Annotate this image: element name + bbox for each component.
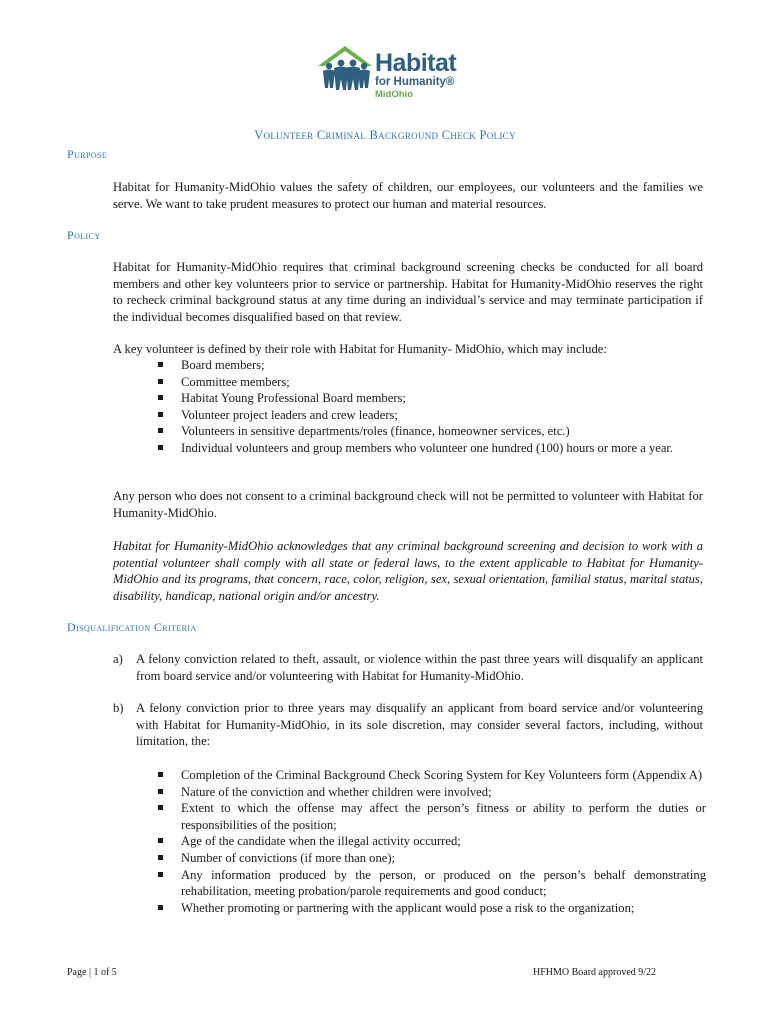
policy-compliance-statement: Habitat for Humanity-MidOhio acknowledges that any criminal background screening and decision to work with a potential volunteer shall comply with all state or federal laws, to the extent applicable to Habitat for Humanity-MidOhio and its programs, that concern, race, color, religion, sex, sexual orientation, familial status, marital status, disability, handicap, national origin and/or ancestry.	[113, 539, 703, 603]
purpose-text: Habitat for Humanity-MidOhio values the safety of children, our employees, our volunteers and the families we serve. We want to take prudent measures to protect our human and material resources.	[113, 180, 703, 211]
list-item: Volunteer project leaders and crew leaders;	[158, 407, 706, 424]
bullet-square-icon	[158, 362, 163, 367]
bullet-square-icon	[158, 445, 163, 450]
list-item: Number of convictions (if more than one);	[158, 850, 706, 867]
habitat-logo	[316, 44, 466, 108]
bullet-square-icon	[158, 805, 163, 810]
document-title: Volunteer Criminal Background Check Policy	[254, 128, 516, 142]
policy-paragraph-3: Any person who does not consent to a criminal background check will not be permitted to volunteer with Habitat for Humanity-MidOhio.	[113, 489, 703, 520]
list-marker: b)	[113, 701, 124, 715]
list-item: Habitat Young Professional Board members;	[158, 390, 706, 407]
policy-paragraph-1: Habitat for Humanity-MidOhio requires that criminal background screening checks be conducted for all board members and other key volunteers prior to service or partnership. Habitat for Humanity-MidOhio reserves the right to recheck criminal background status at any time during an individual’s service and may terminate participation if the individual becomes disqualified based on that review.	[113, 260, 703, 324]
list-marker: a)	[113, 652, 123, 666]
list-item: Age of the candidate when the illegal activity occurred;	[158, 833, 706, 850]
disqualification-heading: Disqualification Criteria	[67, 620, 197, 634]
list-item: Individual volunteers and group members who volunteer one hundred (100) hours or more a year.	[158, 440, 706, 457]
logo-humanity-text: for Humanity®	[375, 76, 455, 88]
bullet-square-icon	[158, 905, 163, 910]
logo-habitat-text: Habitat	[375, 49, 457, 77]
bullet-square-icon	[158, 379, 163, 384]
bullet-square-icon	[158, 412, 163, 417]
bullet-square-icon	[158, 789, 163, 794]
policy-paragraph-2: A key volunteer is defined by their role with Habitat for Humanity- MidOhio, which may include:	[113, 342, 607, 356]
bullet-square-icon	[158, 395, 163, 400]
criteria-text: A felony conviction related to theft, assault, or violence within the past three years will disqualify an applicant from board service and/or volunteering with Habitat for Humanity-MidOhio.	[136, 652, 703, 683]
policy-heading: Policy	[67, 228, 101, 242]
bullet-square-icon	[158, 855, 163, 860]
list-item: Extent to which the offense may affect the person’s fitness or ability to perform the duties or responsibilities of the position;	[158, 800, 706, 833]
bullet-square-icon	[158, 838, 163, 843]
logo-wordmark	[375, 50, 456, 101]
list-item: Whether promoting or partnering with the applicant would pose a risk to the organization;	[158, 900, 706, 917]
list-item: Volunteers in sensitive departments/roles (finance, homeowner services, etc.)	[158, 423, 706, 440]
page-number: Page | 1 of 5	[67, 967, 117, 978]
list-item: Committee members;	[158, 374, 706, 391]
criteria-text: A felony conviction prior to three years may disqualify an applicant from board service and/or volunteering with Habitat for Humanity-MidOhio, in its sole discretion, may consider several factors, including, without limitation, the:	[136, 701, 703, 749]
list-item: Board members;	[158, 357, 706, 374]
list-item: Completion of the Criminal Background Check Scoring System for Key Volunteers form (Appendix A)	[158, 767, 706, 784]
list-item: Any information produced by the person, or produced on the person’s behalf demonstrating rehabilitation, meeting probation/parole requirements and good conduct;	[158, 867, 706, 900]
criteria-item-a	[113, 651, 703, 684]
purpose-heading: Purpose	[67, 147, 108, 161]
bullet-square-icon	[158, 872, 163, 877]
bullet-square-icon	[158, 772, 163, 777]
list-item: Nature of the conviction and whether children were involved;	[158, 784, 706, 801]
approval-note: HFHMO Board approved 9/22	[533, 967, 657, 978]
key-volunteer-roles-list	[158, 357, 706, 457]
habitat-house-people-icon	[316, 44, 374, 94]
criteria-item-b	[113, 700, 703, 750]
bullet-square-icon	[158, 428, 163, 433]
consideration-factors-list	[158, 767, 706, 916]
logo-midohio-text: MidOhio	[375, 89, 413, 100]
